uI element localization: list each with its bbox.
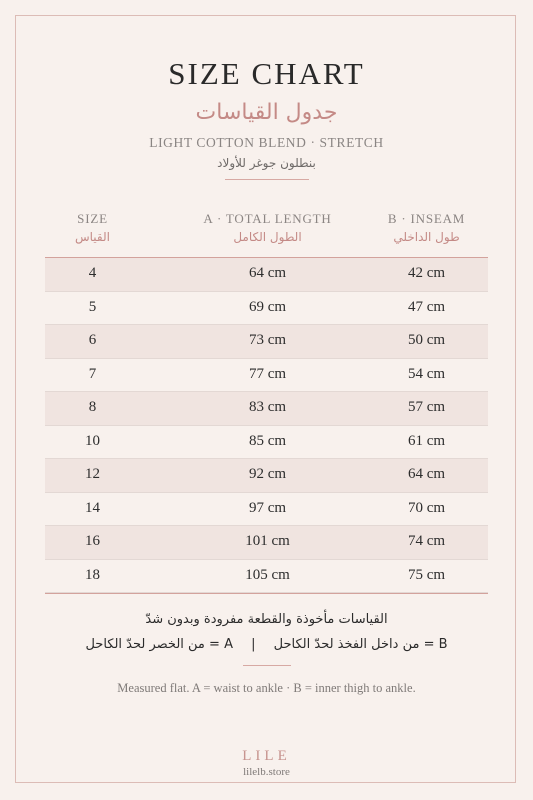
table-row bbox=[45, 426, 488, 460]
table-row bbox=[45, 292, 488, 326]
table-row bbox=[45, 459, 488, 493]
cell-total-length: 92 cm bbox=[248, 466, 287, 482]
subtitle: LIGHT COTTON BLEND · STRETCH bbox=[149, 135, 384, 150]
header-inseam bbox=[365, 211, 488, 244]
cell-total-length: 73 cm bbox=[248, 332, 287, 348]
cell-total-length: 105 cm bbox=[245, 566, 290, 583]
header-total-length-ar: الطول الكامل bbox=[233, 230, 302, 244]
table-header bbox=[45, 205, 488, 257]
formula-a: A = من الخصر لحدّ الكاحل bbox=[85, 637, 233, 652]
cell-inseam: 47 cm bbox=[407, 298, 446, 315]
header-inseam-ar: طول الداخلي bbox=[393, 230, 460, 244]
cell-total-length: 69 cm bbox=[248, 298, 287, 315]
table-body bbox=[45, 258, 488, 593]
title-divider bbox=[225, 179, 309, 180]
table-row bbox=[45, 526, 488, 560]
cell-size: 5 bbox=[88, 298, 97, 315]
header-total-length-en: A · TOTAL LENGTH bbox=[203, 211, 332, 226]
header-size-en: SIZE bbox=[77, 211, 108, 226]
cell-inseam: 50 cm bbox=[407, 332, 446, 348]
cell-inseam: 70 cm bbox=[407, 499, 446, 516]
cell-inseam: 74 cm bbox=[407, 533, 446, 549]
cell-inseam: 42 cm bbox=[407, 265, 446, 281]
site-link[interactable]: lilelb.store bbox=[243, 766, 290, 778]
header-total-length bbox=[140, 211, 395, 244]
arabic-title: جدول القياسات bbox=[195, 100, 338, 125]
note-arabic: القياسات مأخوذة والقطعة مفرودة وبدون شدّ bbox=[145, 612, 388, 627]
cell-size: 10 bbox=[85, 432, 100, 449]
cell-size: 8 bbox=[88, 399, 97, 415]
cell-inseam: 54 cm bbox=[407, 365, 446, 382]
table-row bbox=[45, 493, 488, 527]
table-bottom-rule bbox=[45, 593, 488, 594]
cell-size: 18 bbox=[85, 566, 100, 583]
cell-size: 7 bbox=[88, 365, 97, 382]
brand-logo: LILE bbox=[242, 748, 291, 764]
cell-total-length: 101 cm bbox=[245, 533, 290, 549]
cell-total-length: 77 cm bbox=[248, 365, 287, 382]
page-title: SIZE CHART bbox=[168, 56, 365, 91]
size-table bbox=[45, 205, 488, 594]
cell-size: 16 bbox=[85, 533, 100, 549]
table-row bbox=[45, 392, 488, 426]
table-row bbox=[45, 560, 488, 594]
formula-line bbox=[0, 637, 533, 652]
cell-inseam: 75 cm bbox=[407, 566, 446, 583]
cell-inseam: 64 cm bbox=[407, 466, 446, 482]
cell-size: 14 bbox=[85, 499, 100, 516]
cell-size: 12 bbox=[85, 466, 100, 482]
header-size-ar: القياس bbox=[75, 230, 110, 244]
formula-b: B = من داخل الفخذ لحدّ الكاحل bbox=[273, 637, 448, 652]
note-english: Measured flat. A = waist to ankle · B = inner thigh to ankle. bbox=[117, 681, 416, 695]
cell-size: 4 bbox=[88, 265, 97, 281]
arabic-subtitle: بنطلون جوغر للأولاد bbox=[217, 156, 316, 170]
header-size bbox=[45, 211, 140, 244]
cell-inseam: 57 cm bbox=[407, 399, 446, 415]
cell-size: 6 bbox=[88, 332, 97, 348]
cell-total-length: 64 cm bbox=[248, 265, 287, 281]
cell-total-length: 83 cm bbox=[248, 399, 287, 415]
cell-inseam: 61 cm bbox=[407, 432, 446, 449]
table-row bbox=[45, 325, 488, 359]
header-inseam-en: B · INSEAM bbox=[387, 211, 466, 226]
table-row bbox=[45, 359, 488, 393]
formula-separator: | bbox=[251, 637, 256, 652]
cell-total-length: 97 cm bbox=[248, 499, 287, 516]
cell-total-length: 85 cm bbox=[248, 432, 287, 449]
table-row bbox=[45, 258, 488, 292]
notes-divider bbox=[243, 665, 291, 666]
